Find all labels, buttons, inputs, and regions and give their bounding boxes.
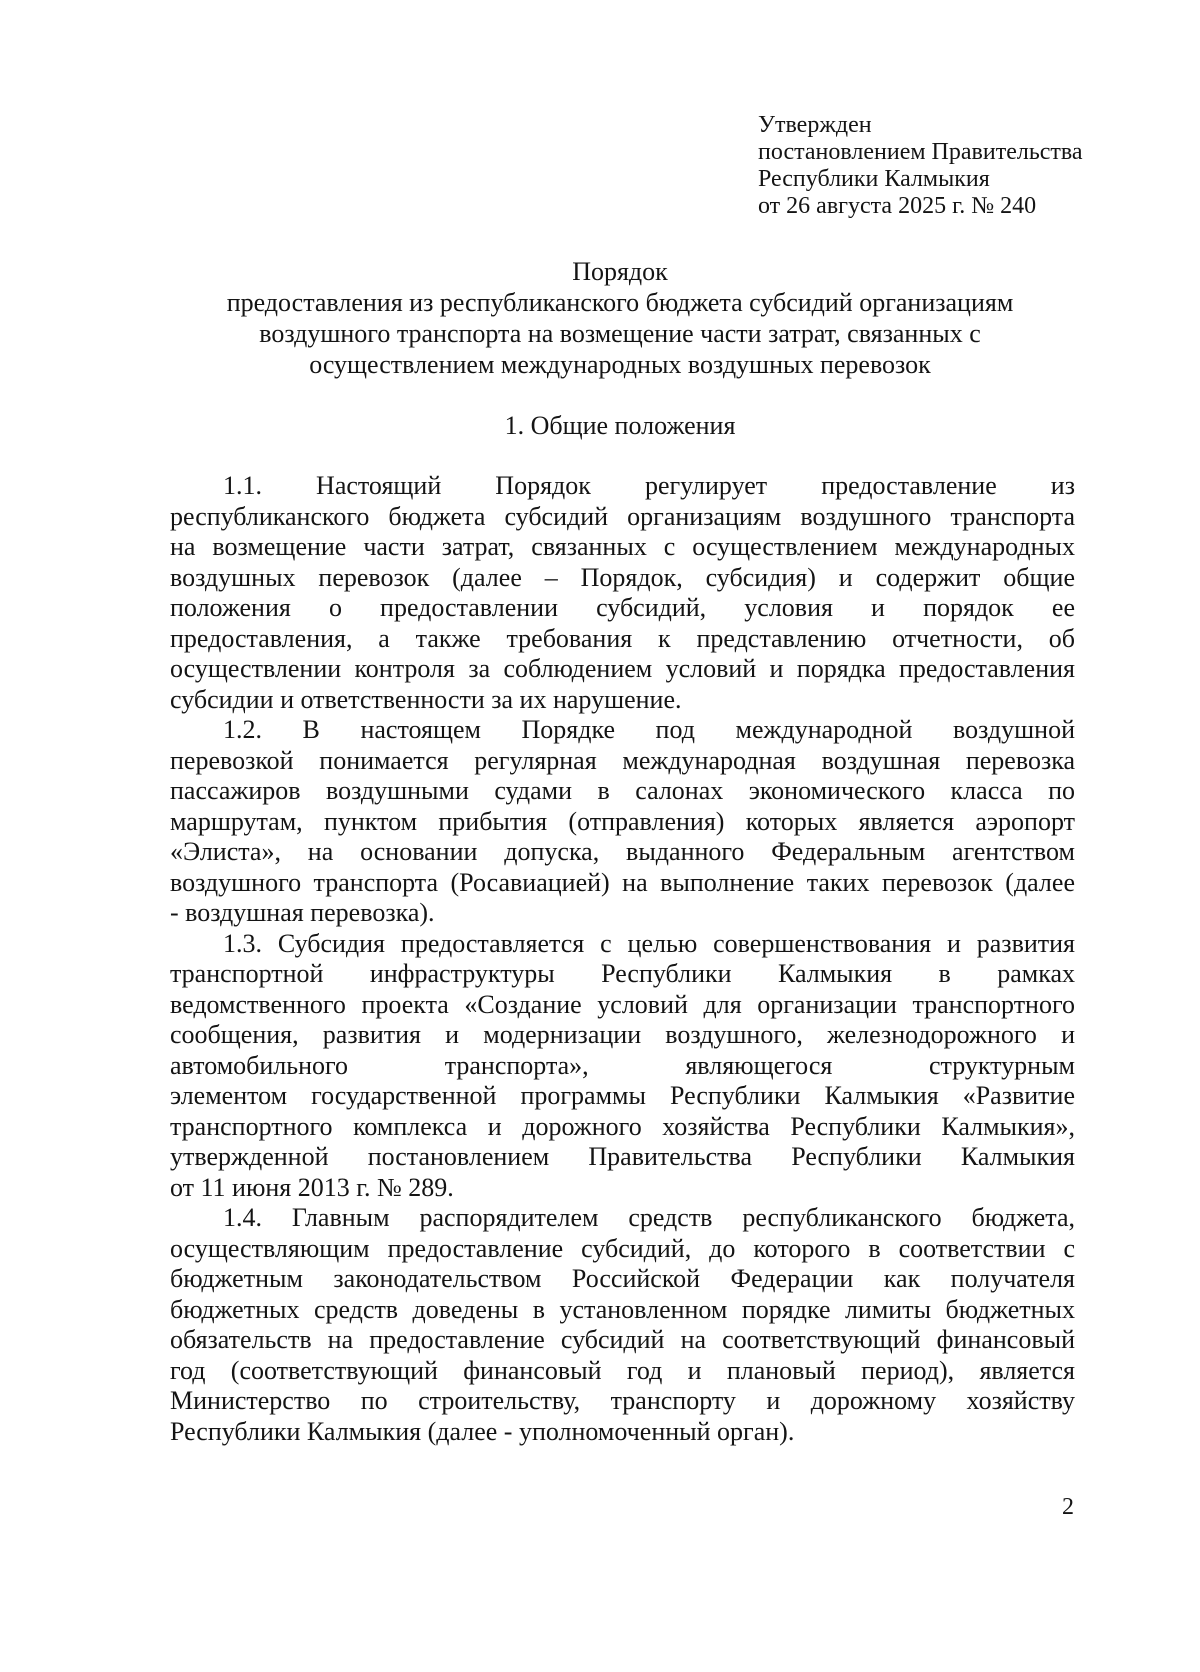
text-line: бюджетным законодательством Российской Федерации как получателя: [170, 1264, 1075, 1293]
text-line: Министерство по строительству, транспорту и дорожному хозяйству: [170, 1386, 1075, 1415]
title-line: осуществлением международных воздушных перевозок: [309, 350, 931, 379]
text-line: республиканского бюджета субсидий организациям воздушного транспорта: [170, 501, 1075, 531]
paragraph-1-1: [170, 471, 1075, 715]
approval-line: Республики Калмыкия: [758, 166, 990, 192]
text-line: год (соответствующий финансовый год и плановый период), является: [170, 1355, 1075, 1385]
paragraph-1-2: [170, 715, 1075, 929]
text-line: субсидии и ответственности за их нарушение.: [170, 684, 682, 714]
text-line: автомобильного транспорта», являющегося структурным: [170, 1050, 1075, 1080]
text-line: воздушного транспорта (Росавиацией) на выполнение таких перевозок (далее: [170, 867, 1075, 897]
text-line: транспортной инфраструктуры Республики Калмыкия в рамках: [170, 959, 1075, 988]
approval-line: постановлением Правительства: [758, 139, 1083, 165]
text-line: «Элиста», на основании допуска, выданного Федеральным агентством: [170, 837, 1075, 866]
text-line: 1.1. Настоящий Порядок регулирует предоставление из: [223, 471, 1075, 500]
text-line: утвержденной постановлением Правительства Республики Калмыкия: [170, 1142, 1075, 1171]
text-line: Республики Калмыкия (далее - уполномоченный орган).: [170, 1416, 795, 1446]
page-number: 2: [1062, 1494, 1074, 1520]
text-line: осуществлении контроля за соблюдением условий и порядка предоставления: [170, 654, 1075, 683]
paragraph-1-3: [170, 929, 1075, 1204]
text-line: положения о предоставлении субсидий, условия и порядок ее: [170, 593, 1075, 622]
document-title: [160, 256, 1080, 380]
text-line: бюджетных средств доведены в установленном порядке лимиты бюджетных: [170, 1294, 1075, 1324]
approval-line: Утвержден: [758, 112, 872, 138]
text-line: 1.2. В настоящем Порядке под международной воздушной: [223, 715, 1075, 744]
approval-line: от 26 августа 2025 г. № 240: [758, 193, 1037, 219]
text-line: пассажиров воздушными судами в салонах экономического класса по: [170, 776, 1075, 805]
title-line: предоставления из республиканского бюджета субсидий организациям: [226, 288, 1014, 317]
text-line: ведомственного проекта «Создание условий для организации транспортного: [170, 989, 1075, 1019]
text-line: воздушных перевозок (далее – Порядок, субсидия) и содержит общие: [170, 562, 1075, 592]
text-line: элементом государственной программы Республики Калмыкия «Развитие: [170, 1081, 1075, 1110]
text-line: осуществляющим предоставление субсидий, до которого в соответствии с: [170, 1233, 1075, 1263]
document-body: [170, 471, 1075, 1447]
text-line: - воздушная перевозка).: [170, 898, 435, 927]
text-line: на возмещение части затрат, связанных с осуществлением международных: [170, 532, 1075, 561]
text-line: от 11 июня 2013 г. № 289.: [170, 1172, 454, 1202]
title-line: Порядок: [572, 257, 668, 286]
text-line: 1.3. Субсидия предоставляется с целью совершенствования и развития: [223, 928, 1075, 958]
title-line: воздушного транспорта на возмещение части затрат, связанных с: [259, 319, 981, 348]
text-line: 1.4. Главным распорядителем средств республиканского бюджета,: [223, 1203, 1075, 1232]
paragraph-1-4: [170, 1203, 1075, 1447]
text-line: транспортного комплекса и дорожного хозяйства Республики Калмыкия»,: [170, 1111, 1075, 1141]
text-line: сообщения, развития и модернизации воздушного, железнодорожного и: [170, 1020, 1075, 1049]
text-line: предоставления, а также требования к представлению отчетности, об: [170, 623, 1075, 653]
approval-stamp: [758, 112, 1178, 220]
text-line: маршрутам, пунктом прибытия (отправления) которых является аэропорт: [170, 806, 1075, 836]
section-heading: 1. Общие положения: [504, 411, 736, 440]
text-line: перевозкой понимается регулярная международная воздушная перевозка: [170, 745, 1075, 775]
text-line: обязательств на предоставление субсидий на соответствующий финансовый: [170, 1325, 1075, 1354]
